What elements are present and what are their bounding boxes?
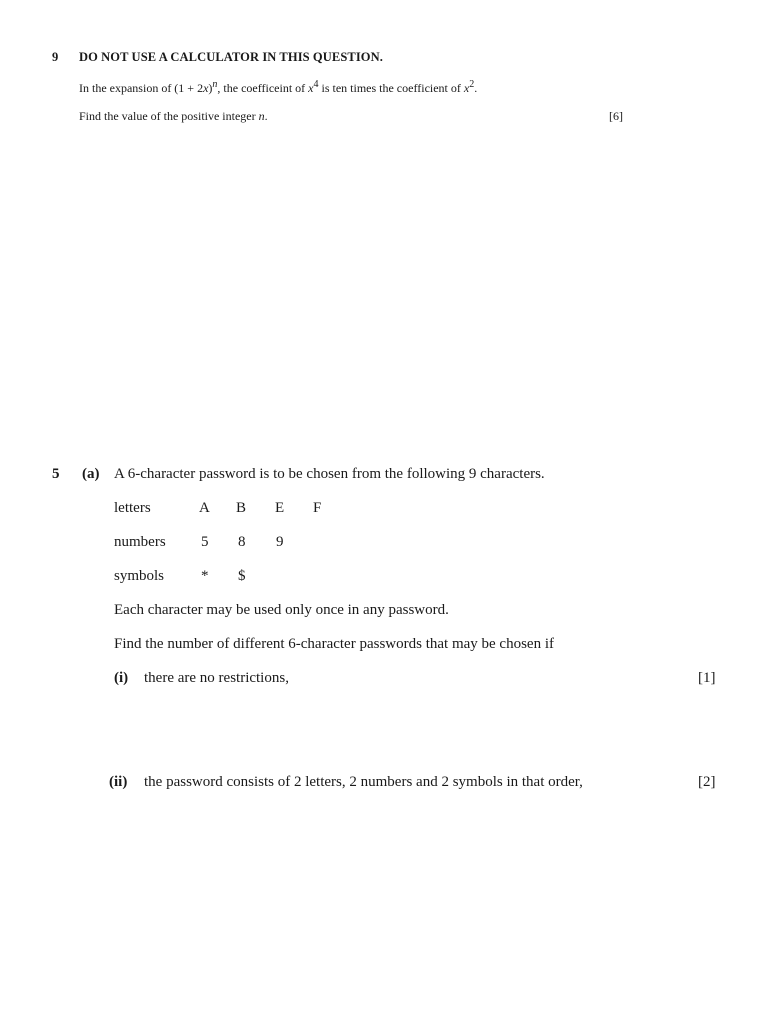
char-cell: $ <box>238 568 246 584</box>
question-9-heading: DO NOT USE A CALCULATOR IN THIS QUESTION. <box>79 50 383 64</box>
char-cell: B <box>236 500 247 516</box>
row-label-symbols: symbols <box>114 568 165 584</box>
question-5-part-a-label: (a) <box>82 466 100 482</box>
char-cell: 5 <box>201 534 209 550</box>
question-9-marks: [6] <box>609 109 623 123</box>
question-9-number: 9 <box>52 50 59 64</box>
question-5-number: 5 <box>52 466 60 482</box>
part-i-label: (i) <box>114 670 129 686</box>
question-9-find-statement: Find the value of the positive integer n. <box>79 109 268 123</box>
question-9-expansion-statement: In the expansion of $(1 + 2x)^n$, the coefficeint of $x^4$ is ten times the coefficient of $x^2$. <box>79 79 478 95</box>
question-5-rule: Each character may be used only once in any password. <box>114 602 449 618</box>
part-ii-marks: [2] <box>698 774 716 790</box>
question-5-find: Find the number of different 6-character passwords that may be chosen if <box>114 636 554 652</box>
char-cell: A <box>199 500 210 516</box>
char-cell: F <box>313 500 322 516</box>
part-ii-text: the password consists of 2 letters, 2 numbers and 2 symbols in that order, <box>144 774 583 790</box>
part-ii-label: (ii) <box>109 774 128 790</box>
question-5-intro: A 6-character password is to be chosen from the following 9 characters. <box>114 466 545 482</box>
char-cell: 8 <box>238 534 246 550</box>
row-label-letters: letters <box>114 500 151 516</box>
part-i-marks: [1] <box>698 670 716 686</box>
char-cell: 9 <box>276 534 284 550</box>
char-cell: * <box>201 568 209 584</box>
char-cell: E <box>275 500 285 516</box>
part-i-text: there are no restrictions, <box>144 670 289 686</box>
row-label-numbers: numbers <box>114 534 166 550</box>
